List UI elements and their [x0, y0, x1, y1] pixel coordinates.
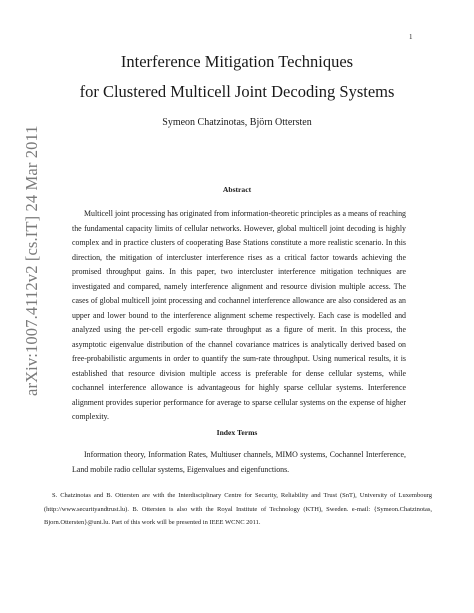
paper-title-line-2: for Clustered Multicell Joint Decoding Systems	[79, 82, 395, 101]
affiliation-footnote: S. Chatzinotas and B. Ottersten are with the Interdisciplinary Centre for Security, Reliability and Trust (SnT), University of Luxembourg (http://www.securityandtrust.lu). B. Ottersten is also with the Royal Institute of Technology (KTH), Sweden. e-mail: {Symeon.Chatzinotas, Bjorn.Ottersten}@uni.lu. Part of this work will be presented in IEEE WCNC 2011.	[44, 492, 432, 526]
paper-authors: Symeon Chatzinotas, Björn Ottersten	[162, 117, 312, 128]
index-terms-heading: Index Terms	[216, 428, 258, 437]
page-number: 1	[409, 33, 413, 41]
paper-title-line-1: Interference Mitigation Techniques	[120, 52, 354, 71]
arxiv-identifier: arXiv:1007.4112v2 [cs.IT] 24 Mar 2011	[22, 125, 41, 396]
index-terms-text: Information theory, Information Rates, Multiuser channels, MIMO systems, Cochannel Interference, Land mobile radio cellular systems, Eigenvalues and eigenfunctions.	[72, 450, 406, 474]
abstract-heading: Abstract	[222, 185, 252, 194]
abstract-text: Multicell joint processing has originated from information-theoretic principles as a means of reaching the fundamental capacity limits of cellular networks. However, global multicell joint decoding is highly complex and in practice clusters of cooperating Base Stations constitute a more realistic scenario. In this direction, the mitigation of intercluster interference rises as a critical factor towards achieving the promised throughput gains. In this paper, two intercluster interference mitigation techniques are investigated and compared, namely interference alignment and resource division multiple access. The cases of global multicell joint processing and cochannel interference allowance are also considered as an upper and lower bound to the interference alignment scheme respectively. Each case is modelled and analyzed using the per-cell ergodic sum-rate throughput as a figure of merit. In this process, the asymptotic eigenvalue distribution of the channel covariance matrices is analytically derived based on free-probabilistic arguments in order to quantify the sum-rate throughput. Using numerical results, it is established that resource division multiple access is preferable for dense cellular systems, while cochannel interference allowance is advantageous for highly sparse cellular systems. Interference alignment provides superior performance for average to sparse cellular systems on the expense of higher complexity.	[72, 209, 406, 421]
